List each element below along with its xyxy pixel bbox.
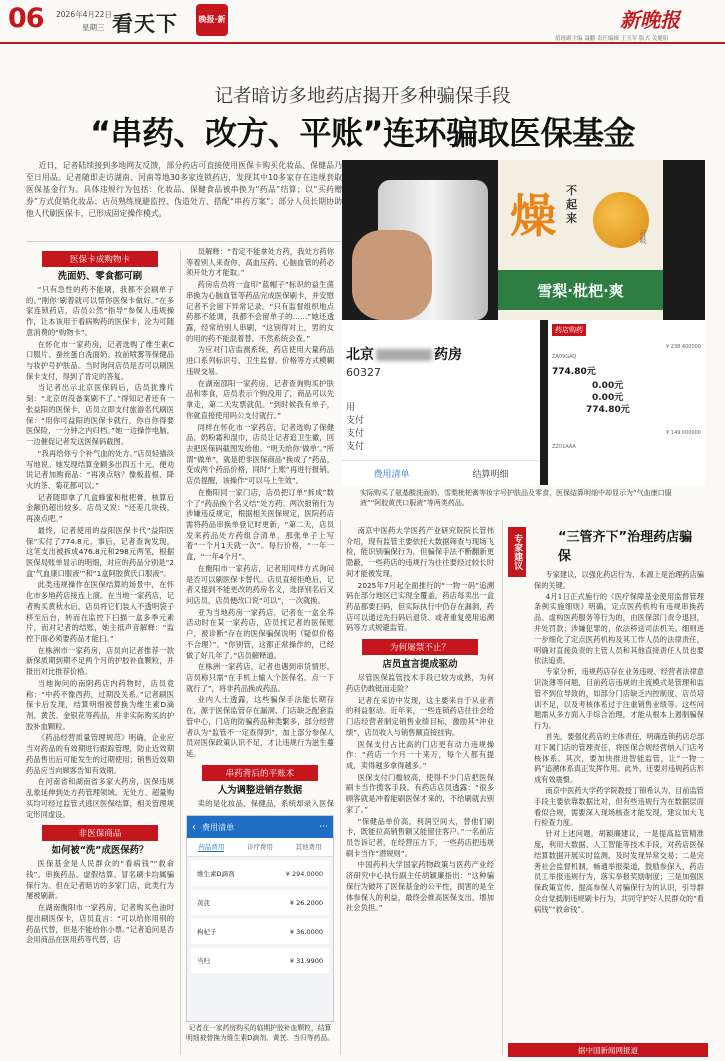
menu-dots-icon[interactable]: ⋯ — [319, 822, 328, 832]
paragraph: 同样在怀化市一家药店，记者选购了保健品、奶粉霜和湿巾，店员让记者追卫生徽，回去把医保码截图发给他。“明天给你‘做单’。”所谓“做单”，就是把非医保商品“换成了”药品，变成两个药品价格，同时“上账”再进行报销，店员提醒，该操作“可以马上生效”。 — [186, 422, 334, 486]
receipt-store-head: 北京 — [346, 347, 374, 363]
paragraph: 2025年7月起全面推行的“一物一码”追溯码在部分地区已实现全覆盖，药店每卖出一盒药品都要扫码，但实际执行中仍存在漏洞，药店可以通过先扫码后退货、或者重复使用追溯码等方式规避监管。 — [346, 580, 494, 633]
lead-paragraph — [26, 160, 342, 220]
can-line — [566, 184, 577, 225]
receipt-row: 支付 — [346, 429, 365, 439]
paragraph: 当记者出示北京医保码后，店员犹豫片刻：“北京的没备案刷不了。”得知记者还有一张益阳的医保卡，店员立即支付旅游名代刷医保：“用你可益阳的医保卡就行，你自你得要医保险，一分钟之内归档。”她一边操作电脑，一边催促记者发送医保码截图。 — [26, 383, 174, 447]
paragraph: 南京中医药大学医药产业研究院院长管伟介绍，现有监管主要依托大数据筛查与现场飞检，能识别骗保行为，但骗保手法不断翻新更隐蔽，一些药店的违规行为往往要经过较长时间才能被发现。 — [346, 526, 494, 578]
column-2 — [186, 247, 334, 807]
row-amount: ¥ 294.0000 — [285, 869, 323, 878]
right-amount-2: 774.80元 — [586, 405, 630, 415]
section-title: 看天下 — [112, 12, 178, 36]
row-amount: ¥ 26.2000 — [289, 898, 323, 907]
paragraph: 在株洲市一家药房，店员向记者推荐一款新保质期到期不足两个月的护胶补血颗粒，并报出对比推荐价格。 — [26, 645, 174, 677]
can-small: 可吸 — [639, 230, 647, 244]
kicker-title: 记者暗访多地药店揭开多种骗保手段 — [214, 86, 511, 107]
paragraph: 业内人士透露，这些骗保手法能长期存在，源于医保监管存在漏洞、门店缺乏配套监管中心，门店的防骗药品种类繁多，部分经营者认为“监管不一定查得到”，加上部分参保人员对医保政策认识不足，才让违规行为滋生蔓延。 — [186, 695, 334, 759]
paragraph: 记者随即拿了几盒蜂蜜和枇杷膏，核算后金额仍超出较多。店员又说：“还差几块钱，再凑点吧。” — [26, 492, 174, 524]
paragraph: 员解释：“肯定不能拿处方药，我处方药你等着别人来查你，高血压药、心脑血管的药必须开处方才能取。” — [186, 247, 334, 278]
right-small: ¥ 238.400000 — [666, 344, 701, 350]
receipt-row: 用 — [346, 403, 356, 413]
subtitle-2: 如何被“洗”成医保药？ — [51, 845, 149, 857]
photo1-caption: 记者在一家药房购买的临期护胶补血颗粒，结算明细被替换为维生素D滴剂、黄芪、当归等药品。 — [186, 1024, 334, 1042]
subhead-4: 为何屡禁不止？ — [362, 639, 478, 655]
issue-weekday: 星期三 — [82, 23, 105, 32]
paragraph: 在株洲一家药店，记者也遇到串货情形。店员称只需“在手机上输入个医保名，点一下就行了”，将非药品换成药品。 — [186, 662, 334, 693]
paragraph: 医保基金是人民群众的“看病钱”“救命钱”。串换药品、虚假结算、冒名刷卡均属骗保行为。但在记者暗访的多家门店，此类行为屡被刷新。 — [26, 859, 174, 901]
paragraph: 专家分析，违规药店存在业务违规、经营者法律意识淡薄等问题，目前药店违规的主流模式是管理和监管不到位导致的，如部分门店缺乏内控制度、店员培训不足，以及考核体系过于注重销售业绩等。这些问题需从多方面入手综合治理，才能从根本上遏制骗保行为。 — [534, 667, 704, 731]
page-number: 06 — [8, 3, 44, 34]
masthead-logo: 新晚报 — [620, 8, 680, 32]
paragraph: 在河南省和湖南省多家大药房，医保违规乱象延伸到处方药管理领域。无处方、超量购买均可经过监管式逃区医保结算，相关管理规定形同虚设。 — [26, 777, 174, 819]
paragraph: 卖的是化妆品、保健品，系统却录入医保 — [197, 798, 334, 807]
phone-row — [191, 948, 329, 973]
column-4 — [534, 526, 704, 1038]
right-small: ZZ01AAA — [552, 444, 576, 450]
column-3 — [346, 526, 494, 914]
right-tag: 药店购药 — [552, 324, 586, 336]
right-small: ZA09GAQ — [552, 354, 577, 360]
lead-divider — [26, 241, 342, 242]
paragraph: “保健品单价高，利润空间大，替他们刷卡，既能拉高销售额又能留住客户。”一名前店员告诉记者，在经营压力下，一些药店把违规刷卡当作“潜规则”。 — [346, 816, 494, 858]
subtitle-3: 人为调整进销存数据 — [217, 784, 303, 796]
paragraph: 在怀化市一家药房，记者选购了维生素C口服片、蚕丝蛋白洗面奶、妆前喷雾等保健品与妆护号护肤品。当时询问店员是否可以刷医保卡支付，得到了肯定的答复。 — [26, 339, 174, 381]
paragraph: 在衡阳市一家药店，记者用同样方式询问是否可以刷医保卡替代。店员直接拒绝后，记者又提到不能更改的药房名义，选择别名后又问店员，店员便改口说“可以”，一次就换。 — [186, 563, 334, 605]
paragraph: 在湖南邵阳一家药房，记者查询购买护肤品和零食，店员表示个购没用了，商品可以先拿走，第二天发票就侃。“到时候我有单子，你就直接使用吗公支付就行。” — [186, 378, 334, 420]
receipt-photo — [342, 160, 705, 485]
right-zero: 0.00元 — [592, 381, 624, 391]
receipt-code: 60327 — [346, 366, 381, 379]
receipt-right — [548, 320, 705, 485]
lead-text: 近日，记者陆续接到多地网友反馈，部分药店可直接使用医保卡购买化妆品、保健品乃至日用品。记者随即走访湖南、河南等地30多家连锁药店，发现其中10多家存在违规套取医保基金行为。具体违规行为包括：化妆品、保健食品被串换为“药品”结算；以“买药赠券”方式促销化妆品；店员熟练规避监控、伪造处方、搭配“串药方案”；部分人员长期协助他人代刷医保卡，已形成固定操作模式。 — [26, 161, 342, 219]
paragraph: 中国药科大学国家药物政策与医药产业经济研究中心执行副主任胡颖廉指出：“这种骗保行为破坏了医保基金的公平性，损害的是全体参保人的利益，最终会推高医保支出，增加社会负担。” — [346, 860, 494, 913]
sidebar-title: “三管齐下”治理药店骗保 — [558, 530, 693, 564]
settle-tab[interactable]: 结算明细 — [472, 469, 509, 480]
paragraph: 此类违规操作在医保结算的场景中，在怀化市多地药店接连上演。在当地一家药店，记者购买黄秋水后，店员将它们装入不透明袋子移至后台，转而在监控下扫描一盒多季元素片，而对记者的结账，她主抵声音解释：“监控下面必须要药品才能扫。” — [26, 580, 174, 643]
source-credit — [508, 1043, 708, 1057]
can-line2: 起 — [566, 197, 577, 211]
column-divider — [340, 520, 341, 1055]
expert-tag: 专家建议 — [508, 527, 526, 577]
row-name: 维生素D滴剂 — [197, 870, 235, 878]
phone-row — [191, 890, 329, 915]
receipt-row: 支付 — [346, 442, 365, 452]
subtitle-1: 洗面奶、零食都可刷 — [57, 271, 143, 282]
tab-drug-fee[interactable]: 药品费用 — [198, 843, 225, 851]
can-big-char: 燥 — [510, 189, 556, 243]
paragraph: 4月1日正式施行的《医疗保障基金使用监督管理条例实施细则》明确，定点医药机构有违规串换药品、虚构医药服务等行为的，由医保部门责令退回，并处罚款；涉嫌犯罪的，依法移送司法机关。细则进一步细化了定点医药机构及其工作人员的法律责任，明确对直接负责的主管人员和其他直接责任人员也要依法追责。 — [534, 591, 704, 666]
phone-tabs — [187, 838, 333, 857]
can-brand: 雪梨·枇杷·爽 — [498, 270, 663, 310]
receipt-left — [342, 320, 540, 485]
subhead-2: 非医保商品 — [42, 825, 158, 841]
right-zero: 0.00元 — [592, 393, 624, 403]
photo-hand — [352, 230, 432, 320]
paragraph: 在湖南衡阳市一家药房，记者购买色油时提出刷医保卡，店员直言：“可以给你用别的药品代替，但是不能给你小票。”记者追问是否会用商品在医用药等代替，店 — [26, 903, 174, 945]
photo2-caption: 实际购买了氨基酸洗面奶、雪梨枇杷膏等妆字号护肤品及零食，医保结算明细中却显示为“气血康口服液”“阿胶黄芪口服液”等两类药品。 — [360, 489, 672, 508]
paragraph: 在衡阳同一家门店，店员把订单“拆成”数个了“药品换个名义结”处方药。两次报销行为涉嫌违反规定，根据相关医保规定，医院药店需将药品串换单登记时更新，“第二天，店员发来药品处方药组合清单，那张单子上写着“一个月1天就一次”。每行价格，“一年一盒，“一年4个月”。 — [186, 487, 334, 562]
blurred-name — [376, 349, 432, 361]
product-can — [498, 160, 663, 320]
paragraph: 尽管医保监管技术手段已较为成熟，为何药店仍敢铤而走险？ — [346, 673, 494, 693]
editor-credits: 值班副主编 聂鹏 责任编辑 王玉军 版式 关健阳 — [555, 36, 669, 42]
subtitle-4: 店员直言提成驱动 — [382, 659, 458, 671]
can-line1: 不 — [566, 184, 577, 197]
row-amount: ¥ 31.9900 — [289, 956, 323, 965]
paragraph: “只有急性的药不能刷，我都不会刷单子的。”刚你‘刷着就可以帮你医保卡做好。”在多家连锁药店，店员公然“指导”参保人违规操作，让本该用于看病购药的医保卡，沦为可随意消费的“购物卡”。 — [26, 285, 174, 337]
phone-screenshot — [186, 815, 334, 1022]
paragraph: 为应对门店监测系统，药店使用大量药品进口系列标识号、卫生监督、价格等方式模糊违规交易。 — [186, 345, 334, 376]
subhead-1: 医保卡成购物卡 — [42, 251, 158, 267]
can-line3: 来 — [566, 211, 577, 225]
paragraph: 《药品经营质量管理规范》明确，企业应当对药品的有效期进行跟踪管理，防止近效期药品售出后可能发生的过期使用；销售近效期药品应当向顾客告知有效期。 — [26, 733, 174, 775]
receipt-row: 支付 — [346, 416, 365, 426]
phone-titlebar — [187, 816, 333, 838]
source-text: 据中国新闻网报道 — [578, 1045, 638, 1055]
paragraph: 专家建议，以强化药店行为、本源上是治理药店骗保的关键。 — [534, 570, 704, 590]
paragraph: 医保支付门槛较高，使得不少门店把医保刷卡当作揽客手段。有药店店员透露：“很多顾客就是冲着能刷医保才来的，不给刷就去别家了。” — [346, 772, 494, 814]
paragraph: 最终，记者使用的益阳医保卡代“益阳医保”实付了774.8元。事后，记者查询发现，这笔支出被拆成476.8元和298元两笔，根据医保局账单显示的明细，对应的药品分别是“2盒‘气血康口服液’”和“1盒阿胶黄氏口服液”。 — [26, 525, 174, 578]
paragraph: “我再给你亏个补气血的处方。”店员轻描淡写地说。她发现结算金额多出四五十元，便劝说记者加购商品：“再凑点啥？像板蓝根、降火的茶、菊花都可以。” — [26, 448, 174, 490]
receipt-store — [346, 344, 462, 364]
subhead-3: 串药背后的平账术 — [202, 765, 318, 781]
tab-diagnosis-fee[interactable]: 诊疗费用 — [246, 843, 273, 851]
phone-title: 费用清单 — [202, 822, 234, 832]
seal-icon: 晚报·新 — [196, 4, 228, 36]
tab-other-fee[interactable]: 其他费用 — [295, 843, 322, 851]
right-small: ¥ 149.000000 — [666, 430, 701, 436]
paragraph: 医保支付占比高的门店更有动力违规操作：“药店一个月一十来万，每个人都有提成，卖得越多拿得越多。” — [346, 739, 494, 770]
row-amount: ¥ 36.0000 — [289, 927, 323, 936]
column-divider — [502, 520, 503, 1055]
row-name: 枸杞子 — [197, 928, 217, 936]
back-arrow-icon[interactable]: ‹ — [192, 821, 196, 833]
phone-row — [191, 919, 329, 944]
paragraph: 亚为当地药房一家药店，记者在一盒全养活动时在某一家药店，店员找记者的医保账户，被诊断“存在的医保骗保说明（疑似价格不合理）”。“你别管，这都正常操作的，已经做了好几年了。”店员解释道。 — [186, 607, 334, 660]
paragraph: 当地询问的南阴药店内药物时，店员竟称：“中药不像西药，过期没关系。”记者刷医保卡后发现，结算明细被替换为维生素D滴剂、黄芪、金银花等药品，并非实际购买的护胶补血颗粒。 — [26, 678, 174, 731]
paragraph: 记者在采访中发现，这主要来自于从业者的利益驱动。近年来，一些连锁药店往往会给门店经营者制定销售业绩目标，激励其“冲业绩”，店员收入与销售额直接挂钩。 — [346, 695, 494, 737]
row-name: 黄芪 — [197, 899, 210, 907]
phone-row — [191, 861, 329, 886]
issue-date: 2026年4月22日 — [56, 10, 112, 19]
column-divider — [180, 250, 181, 1055]
page-header — [0, 0, 725, 44]
paragraph: 药房店员将一盒印“蓝帽子”标识的益生菌串换为心脑血管等药品完成医保刷卡，并安慰记者不会留下异常记录。“只有监督组织地点药都不能调，我都不会留单子的……”她还透露，经常给别人串刷，“这别得对上，男的女的用的药不能混着替。不然系统会查。” — [186, 280, 334, 343]
paragraph: 针对上述问题，胡颖廉建议，一是提高监管精准度，利用大数据、人工智能等技术手段，对药店医保结算数据开展实时监测，及时发现异常交易；二是完善社会监督机制，畅通举报渠道，鼓励参保人、药店员工举报违规行为，落实举报奖励制度；三是加强医保政策宣传，提高参保人对骗保行为的认识，引导群众自觉抵制违规刷卡行为，共同守护好人民群众的“看病钱”“救命钱”。 — [534, 829, 704, 914]
right-amount: 774.80元 — [552, 367, 596, 377]
main-headline: “串药、改方、平账”连环骗取医保基金 — [89, 114, 636, 152]
paragraph: 首先，要强化药店的主体责任，明确连锁药店总部对下属门店的管理责任，将医保合规经营纳入门店考核体系。其次，要加快推进智能监管，让“一物一码”追溯体系真正发挥作用。此外，还要对违规药店形成有效震慑。 — [534, 731, 704, 785]
receipt-tabs — [342, 460, 540, 485]
row-name: 当归 — [197, 957, 210, 965]
column-1 — [26, 247, 174, 946]
receipt-store-tail: 药房 — [434, 347, 462, 363]
fee-list-tab[interactable]: 费用清单 — [373, 469, 410, 480]
paragraph: 南京中医药大学药学院教授丁锦希认为，目前监管手段主要依靠数据比对，但有些违规行为在数据层面看似合规，需要深入现场核查才能发现，建议加大飞行检查力度。 — [534, 785, 704, 828]
